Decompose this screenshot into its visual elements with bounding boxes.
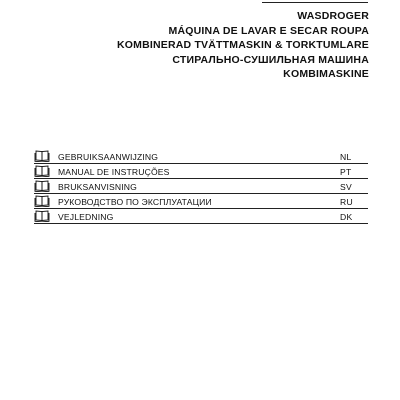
language-label: GEBRUIKSAANWIJZING — [58, 152, 159, 162]
language-code: DK — [340, 212, 353, 222]
title-line-portuguese: MÁQUINA DE LAVAR E SECAR ROUPA — [168, 24, 369, 37]
top-rule — [262, 2, 368, 3]
language-code: NL — [340, 152, 352, 162]
language-row-sv — [34, 179, 368, 194]
title-line-dutch: WASDROGER — [297, 10, 369, 22]
manual-book-icon — [34, 165, 51, 177]
manual-book-icon — [34, 195, 51, 207]
language-code: RU — [340, 197, 354, 207]
language-label: VEJLEDNING — [58, 212, 114, 222]
product-title — [117, 9, 369, 82]
title-line-swedish: KOMBINERAD TVÄTTMASKIN & TORKTUMLARE — [117, 39, 369, 51]
language-row-dk — [34, 209, 368, 224]
language-code: SV — [340, 182, 353, 192]
language-label: MANUAL DE INSTRUÇÕES — [58, 167, 170, 177]
language-label: BRUKSANVISNING — [58, 182, 137, 192]
language-label: РУКОВОДСТВО ПО ЭКСПЛУАТАЦИИ — [58, 197, 212, 207]
language-row-nl — [34, 149, 368, 164]
title-line-danish: KOMBIMASKINE — [283, 68, 369, 80]
language-row-ru — [34, 194, 368, 209]
language-code: PT — [340, 167, 352, 177]
manual-book-icon — [34, 180, 51, 192]
language-list — [34, 149, 368, 224]
manual-book-icon — [34, 150, 51, 162]
language-row-pt — [34, 164, 368, 179]
manual-book-icon — [34, 210, 51, 222]
title-line-russian: СТИРАЛЬНО-СУШИЛЬНАЯ МАШИНА — [172, 53, 369, 66]
